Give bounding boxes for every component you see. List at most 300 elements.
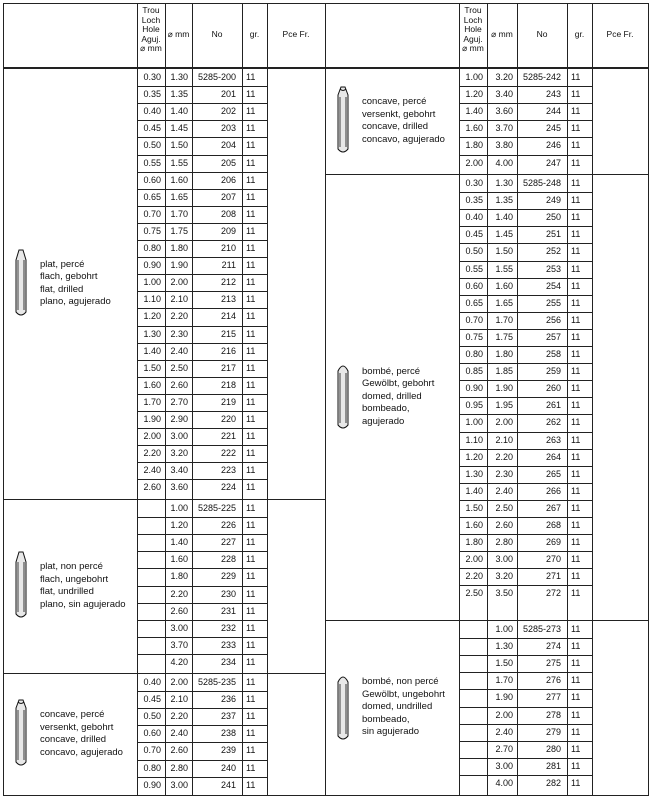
row-rule	[459, 155, 593, 156]
row-rule	[459, 137, 593, 138]
cell-diameter: 2.40	[495, 485, 513, 496]
header-column-divider	[242, 3, 243, 68]
cell-number: 213	[220, 294, 236, 305]
cell-number: 223	[220, 465, 236, 476]
description-line: bombé, non percé	[362, 676, 439, 688]
description-line: versenkt, gebohrt	[362, 108, 436, 120]
cell-number: 267	[545, 502, 561, 513]
cell-gr: 11	[246, 174, 256, 185]
cell-hole-diameter: 0.85	[465, 366, 483, 377]
pin-domed-drilled-icon	[336, 361, 350, 433]
cell-diameter: 2.70	[495, 743, 513, 754]
cell-number: 5285-200	[197, 72, 236, 82]
cell-hole-diameter: 0.35	[143, 89, 161, 100]
description-line: sin agujerado	[362, 726, 420, 738]
hole-header-line: Aguj.	[463, 33, 483, 44]
cell-hole-diameter: 2.00	[465, 554, 483, 565]
cell-diameter: 3.60	[495, 106, 513, 117]
cell-diameter: 1.90	[495, 692, 513, 703]
cell-number: 239	[220, 745, 236, 756]
group-description	[40, 709, 123, 759]
hole-header-line: Hole	[142, 24, 160, 34]
description-line: plano, sin agujerado	[40, 598, 126, 610]
cell-gr: 11	[246, 554, 256, 565]
cell-hole-diameter: 0.50	[143, 711, 161, 722]
cell-gr: 11	[246, 379, 256, 390]
row-rule	[137, 360, 268, 361]
cell-hole-diameter: 2.00	[143, 431, 161, 442]
row-rule	[459, 585, 593, 586]
row-rule	[137, 103, 268, 104]
cell-diameter: 1.30	[495, 178, 513, 188]
cell-number: 210	[220, 243, 236, 253]
cell-number: 212	[220, 277, 236, 288]
cell-hole-diameter: 0.40	[465, 212, 483, 223]
pce-column-header: Pce Fr.	[606, 29, 634, 39]
cell-diameter: 1.55	[170, 157, 188, 168]
cell-number: 280	[545, 743, 561, 754]
cell-diameter: 1.85	[495, 366, 513, 377]
cell-gr: 11	[246, 72, 256, 82]
cell-gr: 11	[571, 675, 581, 686]
diameter-column-header: ⌀ mm	[491, 29, 513, 39]
cell-gr: 11	[246, 140, 256, 151]
cell-number: 260	[545, 383, 561, 394]
description-line: flat, drilled	[40, 283, 84, 295]
hole-header-line: Loch	[463, 14, 483, 25]
cell-gr: 11	[571, 624, 581, 634]
cell-number: 228	[220, 554, 236, 565]
row-rule	[137, 691, 268, 692]
cell-hole-diameter: 1.60	[143, 379, 161, 390]
description-line: concave, drilled	[362, 121, 429, 132]
cell-number: 201	[220, 89, 236, 100]
cell-gr: 11	[246, 465, 256, 476]
cell-number: 275	[545, 658, 561, 669]
cell-number: 245	[545, 123, 561, 134]
cell-diameter: 2.20	[170, 311, 188, 322]
cell-number: 282	[545, 777, 561, 788]
cell-hole-diameter: 0.45	[143, 694, 161, 705]
cell-diameter: 3.00	[170, 779, 188, 790]
cell-gr: 11	[571, 554, 581, 565]
cell-hole-diameter: 0.90	[143, 779, 161, 790]
column-divider	[242, 68, 243, 499]
cell-number: 263	[545, 434, 561, 445]
cell-number: 205	[220, 157, 236, 168]
cell-gr: 11	[246, 588, 256, 599]
cell-number: 247	[545, 157, 561, 168]
cell-number: 257	[545, 331, 561, 342]
description-line: concave, percé	[40, 709, 105, 720]
cell-number: 274	[545, 641, 561, 652]
hole-header-line: Trou	[464, 5, 482, 15]
cell-hole-diameter: 1.30	[465, 468, 483, 479]
cell-number: 258	[545, 349, 561, 359]
cell-number: 236	[220, 694, 236, 705]
cell-hole-diameter: 0.35	[465, 195, 483, 206]
cell-number: 226	[220, 520, 236, 531]
cell-gr: 11	[571, 451, 581, 462]
gr-column-header: gr.	[249, 29, 260, 39]
cell-hole-diameter: 2.20	[465, 571, 483, 582]
row-rule	[137, 343, 268, 344]
cell-diameter: 1.50	[495, 658, 513, 669]
cell-diameter: 1.75	[170, 225, 188, 236]
row-rule	[459, 638, 593, 639]
cell-gr: 11	[246, 414, 256, 424]
cell-gr: 11	[571, 434, 581, 445]
cell-number: 221	[220, 431, 236, 442]
row-rule	[137, 479, 268, 480]
cell-hole-diameter: 1.90	[143, 414, 161, 424]
cell-hole-diameter: 2.00	[465, 157, 483, 168]
cell-hole-diameter: 1.00	[465, 72, 483, 82]
cell-gr: 11	[246, 537, 256, 548]
cell-gr: 11	[246, 277, 256, 288]
row-rule	[459, 346, 593, 347]
cell-diameter: 3.20	[495, 571, 513, 582]
cell-hole-diameter: 0.40	[143, 677, 161, 687]
cell-diameter: 1.50	[170, 140, 188, 151]
cell-diameter: 2.60	[495, 520, 513, 530]
cell-diameter: 2.50	[495, 502, 513, 513]
cell-diameter: 3.00	[170, 431, 188, 442]
hole-header-line: Loch	[141, 14, 161, 25]
cell-diameter: 1.65	[495, 297, 513, 308]
cell-number: 278	[545, 709, 561, 720]
cell-number: 207	[220, 191, 236, 202]
cell-gr: 11	[246, 694, 256, 705]
row-rule	[459, 295, 593, 296]
cell-diameter: 3.40	[495, 89, 513, 100]
row-rule	[137, 411, 268, 412]
cell-gr: 11	[571, 140, 581, 151]
cell-number: 264	[545, 451, 561, 462]
cell-diameter: 4.20	[170, 656, 188, 667]
cell-number: 244	[545, 106, 561, 117]
hole-column-header	[138, 6, 164, 54]
row-rule	[137, 206, 268, 207]
row-rule	[137, 586, 268, 587]
cell-hole-diameter: 1.80	[465, 537, 483, 548]
row-rule	[459, 380, 593, 381]
cell-hole-diameter: 0.45	[143, 123, 161, 134]
header-column-divider	[567, 3, 568, 68]
cell-number: 281	[545, 760, 561, 771]
cell-gr: 11	[246, 431, 256, 442]
cell-diameter: 2.60	[170, 379, 188, 390]
cell-hole-diameter: 2.40	[143, 465, 161, 476]
cell-diameter: 1.70	[495, 314, 513, 325]
cell-diameter: 4.00	[495, 777, 513, 788]
cell-number: 279	[545, 726, 561, 737]
cell-number: 211	[221, 260, 236, 271]
cell-hole-diameter: 0.60	[465, 280, 483, 291]
row-rule	[459, 534, 593, 535]
group-description	[40, 259, 111, 309]
row-rule	[137, 517, 268, 518]
row-rule	[137, 708, 268, 709]
cell-diameter: 2.20	[170, 588, 188, 599]
cell-diameter: 1.55	[495, 263, 513, 274]
cell-hole-diameter: 1.40	[465, 106, 483, 117]
row-rule	[137, 172, 268, 173]
row-rule	[137, 291, 268, 292]
hole-header-line: ⌀ mm	[140, 43, 162, 53]
cell-gr: 11	[246, 728, 256, 739]
description-line: bombé, percé	[362, 365, 421, 377]
pin-concave-drilled-icon	[336, 85, 350, 157]
cell-number: 238	[220, 728, 236, 739]
cell-hole-diameter: 0.80	[143, 243, 161, 253]
cell-gr: 11	[571, 468, 581, 479]
cell-number: 203	[220, 123, 236, 134]
cell-number: 208	[220, 208, 236, 219]
description-line: agujerado	[362, 415, 405, 427]
cell-hole-diameter: 0.50	[465, 246, 483, 257]
cell-hole-diameter: 1.20	[465, 451, 483, 462]
row-rule	[459, 551, 593, 552]
row-rule	[137, 777, 268, 778]
pin-domed-undrilled-icon	[336, 672, 350, 744]
cell-gr: 11	[571, 692, 581, 703]
cell-hole-diameter: 0.50	[143, 140, 161, 151]
row-rule	[137, 654, 268, 655]
description-line: plat, percé	[40, 258, 85, 270]
cell-hole-diameter: 2.60	[143, 482, 161, 493]
cell-diameter: 2.00	[170, 277, 188, 288]
header-column-divider	[165, 3, 166, 68]
cell-diameter: 3.00	[170, 622, 188, 633]
row-rule	[137, 155, 268, 156]
cell-gr: 11	[571, 743, 581, 754]
cell-number: 266	[545, 485, 561, 496]
row-rule	[137, 620, 268, 621]
cell-gr: 11	[246, 123, 256, 134]
row-rule	[459, 192, 593, 193]
cell-number: 218	[220, 379, 236, 390]
cell-hole-diameter: 1.20	[465, 89, 483, 100]
description-line: domed, drilled	[362, 390, 422, 402]
row-rule	[459, 449, 593, 450]
cell-diameter: 1.50	[495, 246, 513, 257]
row-rule	[137, 428, 268, 429]
cell-number: 259	[545, 366, 561, 377]
cell-diameter: 1.40	[170, 106, 188, 117]
cell-hole-diameter: 0.65	[143, 191, 161, 202]
cell-diameter: 3.40	[170, 465, 188, 476]
cell-diameter: 1.60	[170, 554, 188, 565]
cell-number: 254	[545, 280, 561, 291]
header-column-divider	[517, 3, 518, 68]
cell-gr: 11	[246, 711, 256, 722]
cell-hole-diameter: 0.80	[465, 349, 483, 359]
cell-gr: 11	[246, 328, 256, 339]
cell-diameter: 1.80	[170, 243, 188, 253]
cell-diameter: 1.80	[170, 571, 188, 582]
cell-gr: 11	[571, 157, 581, 168]
header-column-divider	[487, 3, 488, 68]
description-line: Gewölbt, gebohrt	[362, 378, 435, 390]
cell-number: 222	[220, 448, 236, 459]
cell-gr: 11	[246, 243, 256, 253]
cell-diameter: 3.50	[495, 588, 513, 599]
cell-gr: 11	[571, 178, 581, 188]
cell-number: 270	[545, 554, 561, 565]
cell-number: 262	[545, 417, 561, 428]
cell-gr: 11	[246, 639, 256, 650]
row-rule	[137, 86, 268, 87]
cell-diameter: 1.40	[170, 537, 188, 548]
cell-gr: 11	[571, 280, 581, 291]
row-rule	[137, 394, 268, 395]
row-rule	[459, 414, 593, 415]
column-divider	[592, 620, 593, 795]
cell-hole-diameter: 0.90	[465, 383, 483, 394]
cell-hole-diameter: 0.60	[143, 174, 161, 185]
cell-gr: 11	[246, 294, 256, 305]
row-rule	[459, 568, 593, 569]
hole-header-line: Aguj.	[141, 33, 161, 44]
cell-diameter: 2.90	[170, 414, 188, 424]
cell-hole-diameter: 0.70	[143, 745, 161, 756]
cell-gr: 11	[246, 779, 256, 790]
row-rule	[459, 209, 593, 210]
cell-hole-diameter: 0.30	[143, 72, 161, 82]
cell-number: 232	[220, 622, 236, 633]
group-description	[362, 96, 445, 146]
cell-gr: 11	[246, 622, 256, 633]
row-rule	[137, 308, 268, 309]
cell-hole-diameter: 0.45	[465, 229, 483, 240]
cell-gr: 11	[571, 349, 581, 359]
cell-diameter: 2.30	[170, 328, 188, 339]
cell-diameter: 1.95	[495, 400, 513, 411]
number-column-header: No	[536, 29, 548, 39]
cell-hole-diameter: 0.60	[143, 728, 161, 739]
cell-gr: 11	[246, 762, 256, 773]
cell-diameter: 1.65	[170, 191, 188, 202]
cell-number: 217	[220, 362, 236, 373]
cell-gr: 11	[571, 212, 581, 223]
row-rule	[459, 707, 593, 708]
cell-diameter: 2.50	[170, 362, 188, 373]
description-line: concave, percé	[362, 96, 427, 107]
cell-gr: 11	[571, 400, 581, 411]
cell-gr: 11	[571, 417, 581, 428]
cell-gr: 11	[571, 246, 581, 257]
cell-number: 243	[545, 89, 561, 100]
cell-diameter: 1.30	[170, 72, 188, 82]
table-left-border	[3, 3, 4, 796]
cell-gr: 11	[571, 106, 581, 117]
cell-diameter: 1.60	[495, 280, 513, 291]
cell-gr: 11	[246, 345, 256, 356]
row-rule	[459, 312, 593, 313]
cell-number: 240	[220, 762, 236, 773]
cell-number: 276	[545, 675, 561, 686]
cell-hole-diameter: 0.55	[143, 157, 161, 168]
cell-number: 214	[220, 311, 236, 322]
cell-gr: 11	[246, 225, 256, 236]
description-line: Gewölbt, ungebohrt	[362, 688, 445, 700]
row-rule	[137, 760, 268, 761]
cell-number: 204	[220, 140, 236, 151]
cell-gr: 11	[571, 709, 581, 720]
cell-number: 261	[545, 400, 561, 411]
cell-gr: 11	[571, 366, 581, 377]
cell-number: 251	[545, 229, 561, 240]
cell-number: 216	[220, 345, 236, 356]
diameter-column-header: ⌀ mm	[167, 29, 190, 39]
cell-hole-diameter: 1.70	[143, 396, 161, 407]
row-rule	[137, 223, 268, 224]
cell-gr: 11	[246, 208, 256, 219]
cell-diameter: 3.20	[495, 72, 513, 82]
hole-header-line: ⌀ mm	[462, 43, 484, 53]
cell-diameter: 3.70	[170, 639, 188, 650]
row-rule	[459, 432, 593, 433]
cell-gr: 11	[246, 520, 256, 531]
hole-column-header	[460, 6, 486, 54]
row-rule	[459, 86, 593, 87]
cell-diameter: 1.00	[170, 503, 188, 513]
cell-gr: 11	[246, 260, 256, 271]
cell-gr: 11	[571, 571, 581, 582]
cell-number: 230	[220, 588, 236, 599]
header-column-divider	[592, 3, 593, 68]
cell-number: 229	[220, 571, 236, 582]
cell-number: 5285-273	[522, 624, 561, 634]
description-line: domed, undrilled	[362, 701, 433, 713]
cell-diameter: 2.40	[170, 345, 188, 356]
row-rule	[459, 397, 593, 398]
cell-gr: 11	[571, 777, 581, 788]
table-right-border	[648, 3, 649, 796]
cell-number: 269	[545, 537, 561, 548]
cell-hole-diameter: 1.00	[465, 417, 483, 428]
cell-number: 253	[545, 263, 561, 274]
cell-number: 249	[545, 195, 561, 206]
cell-diameter: 1.70	[170, 208, 188, 219]
cell-diameter: 1.60	[170, 174, 188, 185]
cell-gr: 11	[571, 89, 581, 100]
description-line: plano, agujerado	[40, 296, 111, 307]
row-rule	[137, 445, 268, 446]
cell-diameter: 2.80	[170, 762, 188, 773]
cell-diameter: 2.20	[495, 451, 513, 462]
cell-diameter: 1.35	[170, 89, 188, 100]
pin-flat-drilled-icon	[14, 248, 28, 320]
cell-diameter: 2.10	[495, 434, 513, 445]
cell-hole-diameter: 2.20	[143, 448, 161, 459]
cell-diameter: 3.70	[495, 123, 513, 134]
cell-diameter: 1.20	[170, 520, 188, 531]
cell-diameter: 2.40	[495, 726, 513, 737]
cell-number: 250	[545, 212, 561, 223]
cell-number: 277	[545, 692, 561, 703]
cell-gr: 11	[246, 311, 256, 322]
description-line: bombeado,	[362, 403, 410, 415]
cell-hole-diameter: 0.70	[465, 314, 483, 325]
cell-hole-diameter: 0.75	[465, 331, 483, 342]
cell-hole-diameter: 0.80	[143, 762, 161, 773]
description-line: flach, gebohrt	[40, 271, 98, 282]
cell-diameter: 2.60	[170, 745, 188, 756]
cell-gr: 11	[246, 745, 256, 756]
description-line: bombeado,	[362, 713, 410, 725]
